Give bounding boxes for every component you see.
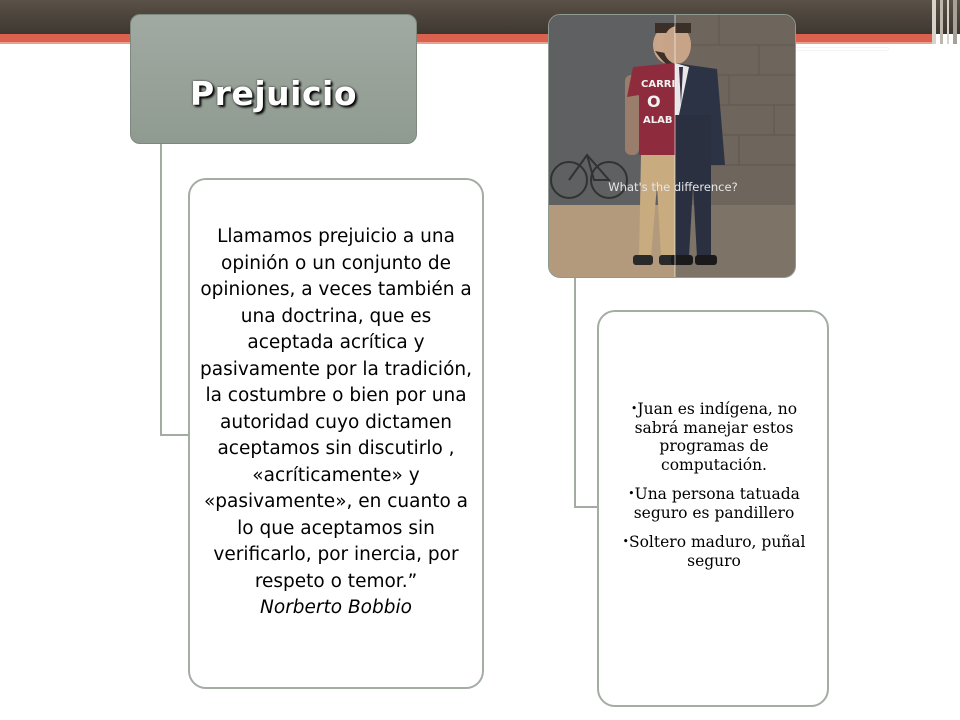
theme-edge-line — [940, 0, 943, 44]
connector-line — [574, 506, 598, 508]
connector-line — [160, 434, 189, 436]
bullet-dot-icon: • — [628, 487, 635, 500]
comparison-photo — [548, 14, 796, 278]
list-item — [607, 533, 821, 570]
theme-edge-line — [953, 0, 957, 44]
example-text: Una persona tatuada seguro es pandillero — [633, 485, 800, 522]
title-box — [130, 14, 417, 144]
shirt-text-bottom: ALAB — [643, 115, 673, 126]
definition-author: Norberto Bobbio — [260, 597, 412, 618]
example-text: Juan es indígena, no sabrá manejar estos programas de computación. — [634, 400, 798, 474]
examples-list — [607, 400, 821, 581]
theme-edge-line — [947, 0, 949, 44]
comparison-photo-image — [549, 15, 796, 278]
definition-box — [188, 178, 484, 689]
shirt-text-mid: O — [647, 92, 661, 111]
theme-edge-line — [932, 0, 936, 44]
example-text: Soltero maduro, puñal seguro — [628, 533, 806, 570]
shirt-text-top: CARRI — [641, 79, 676, 90]
definition-text-block — [196, 224, 476, 622]
bullet-dot-icon: • — [622, 535, 629, 548]
definition-quote: Llamamos prejuicio a una opinión o un conjunto de opiniones, a veces también a una doctrina, que es aceptada acrítica y pasivamente por la tradición, la costumbre o bien por una autoridad cuyo dictamen aceptamos sin discutirlo , «acríticamente» y «pasivamente», en cuanto a lo que aceptamos sin verificarlo, por inercia, por respeto o temor.” — [199, 226, 472, 592]
bullet-dot-icon: • — [630, 402, 638, 415]
connector-line — [160, 144, 162, 436]
list-item — [607, 400, 821, 474]
examples-box — [597, 310, 829, 707]
list-item — [607, 485, 821, 522]
connector-line — [574, 278, 576, 508]
slide-title: Prejuicio — [189, 74, 357, 113]
theme-white-rule — [796, 48, 888, 50]
photo-caption: What's the difference? — [608, 180, 738, 194]
